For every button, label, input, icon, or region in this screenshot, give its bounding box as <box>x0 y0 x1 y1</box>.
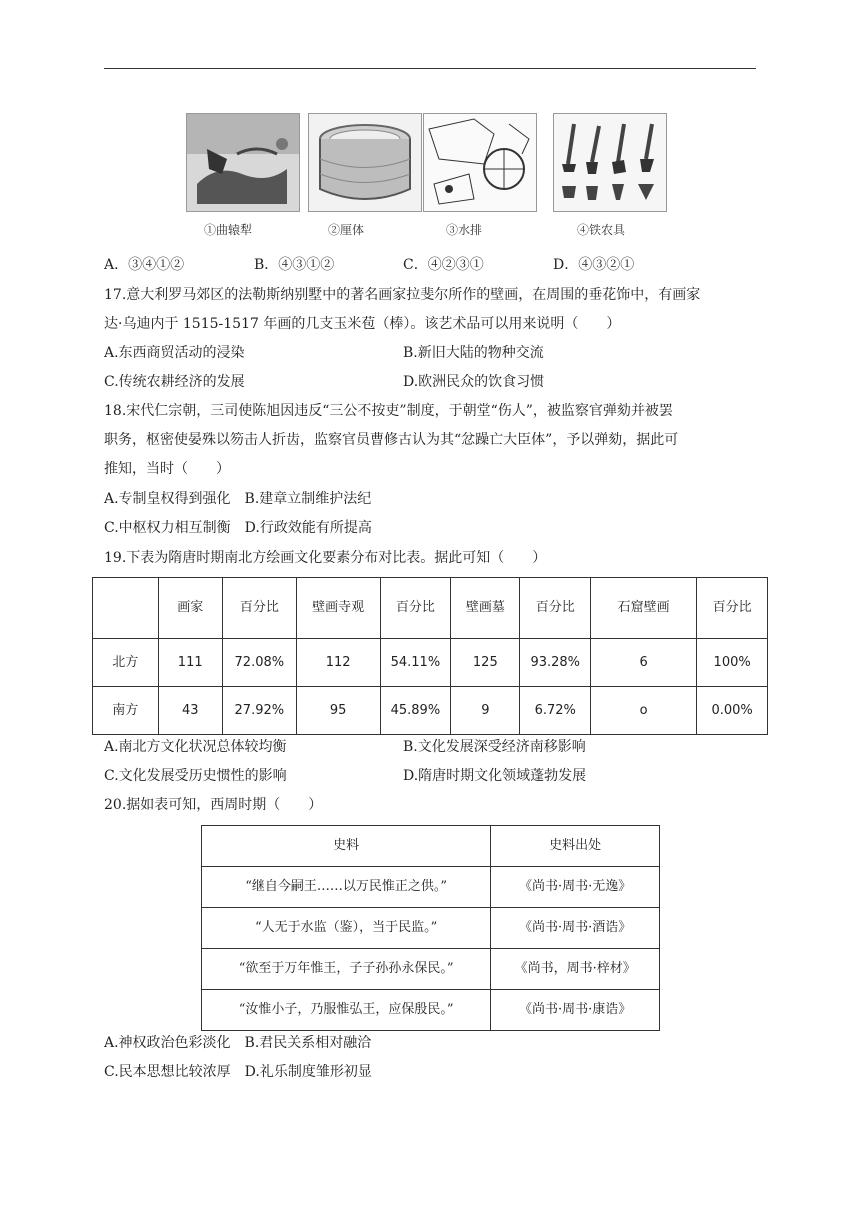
q16-option-c: C．④②③① <box>403 257 484 273</box>
table-header-cell: 石窟壁画 <box>591 578 697 639</box>
table-header-row <box>202 826 660 867</box>
table-cell: 93.28% <box>520 639 591 687</box>
q20-stem: 20.据如表可知，西周时期（ ） <box>104 797 323 813</box>
q19-stem: 19.下表为隋唐时期南北方绘画文化要素分布对比表。据此可知（ ） <box>104 550 547 566</box>
q17-option-c: C.传统农耕经济的发展 <box>104 374 245 390</box>
table-row <box>93 639 768 687</box>
q17-stem-line-1: 17.意大利罗马郊区的法勒斯纳别墅中的著名画家拉斐尔所作的壁画，在周围的垂花饰中，有画家 <box>104 287 701 303</box>
q19-table <box>92 577 768 735</box>
table-header-cell <box>93 578 159 639</box>
figure-caption-4: ④铁农具 <box>577 223 626 237</box>
q18-options-line-1: A.专制皇权得到强化 B.建章立制维护法纪 <box>104 491 372 507</box>
q17-option-d: D.欧洲民众的饮食习惯 <box>403 374 545 390</box>
table-cell: 6.72% <box>520 687 591 735</box>
table-cell: 95 <box>296 687 380 735</box>
table-header-cell: 百分比 <box>520 578 591 639</box>
table-header-cell: 史料出处 <box>491 826 660 867</box>
table-cell: 9 <box>451 687 520 735</box>
q18-stem-line-1: 18.宋代仁宗朝，三司使陈旭因违反“三公不按吏”制度，于朝堂“伤人”，被监察官弹劾并被罢 <box>104 403 673 419</box>
table-row <box>202 990 660 1031</box>
table-cell: 100% <box>697 639 768 687</box>
table-header-cell: 壁画寺观 <box>296 578 380 639</box>
q18-stem-line-3: 推知，当时（ ） <box>104 461 230 477</box>
table-row <box>202 867 660 908</box>
table-header-cell: 百分比 <box>222 578 296 639</box>
well-ring-image <box>308 113 422 212</box>
table-cell: 北方 <box>93 639 159 687</box>
table-header-cell: 百分比 <box>697 578 768 639</box>
q19-option-a: A.南北方文化状况总体较均衡 <box>104 739 287 755</box>
table-cell: o <box>591 687 697 735</box>
table-row <box>93 687 768 735</box>
q16-option-b: B．④③①② <box>254 257 335 273</box>
q19-option-b: B.文化发展深受经济南移影响 <box>403 739 586 755</box>
table-cell: 27.92% <box>222 687 296 735</box>
table-header-cell: 画家 <box>158 578 222 639</box>
q20-options-line-1: A.神权政治色彩淡化 B.君民关系相对融洽 <box>104 1035 372 1051</box>
table-header-cell: 百分比 <box>380 578 451 639</box>
q17-option-a: A.东西商贸活动的浸染 <box>104 345 245 361</box>
figure-caption-2: ②厘体 <box>328 223 365 237</box>
table-cell: “汝惟小子，乃服惟弘王，应保殷民。” <box>202 990 491 1031</box>
water-bellows-image <box>423 113 537 212</box>
header-rule <box>104 68 756 69</box>
table-header-cell: 史料 <box>202 826 491 867</box>
table-cell: 45.89% <box>380 687 451 735</box>
table-cell: 125 <box>451 639 520 687</box>
figure-caption-1: ①曲辕犁 <box>204 223 253 237</box>
q19-option-c: C.文化发展受历史惯性的影响 <box>104 768 287 784</box>
q19-option-d: D.隋唐时期文化领域蓬勃发展 <box>403 768 587 784</box>
q16-option-d: D．④③②① <box>553 257 635 273</box>
q16-option-a: A．③④①② <box>104 257 185 273</box>
table-cell: 《尚书·周书·酒诰》 <box>491 908 660 949</box>
table-cell: “继自今嗣王……以万民惟正之供。” <box>202 867 491 908</box>
q18-options-line-2: C.中枢权力相互制衡 D.行政效能有所提高 <box>104 520 372 536</box>
table-row <box>202 949 660 990</box>
table-cell: 6 <box>591 639 697 687</box>
figure-caption-3: ③水排 <box>446 223 483 237</box>
table-cell: 43 <box>158 687 222 735</box>
table-header-cell: 壁画墓 <box>451 578 520 639</box>
table-row <box>202 908 660 949</box>
table-header-row <box>93 578 768 639</box>
table-cell: 《尚书·周书·无逸》 <box>491 867 660 908</box>
table-cell: 112 <box>296 639 380 687</box>
table-cell: 南方 <box>93 687 159 735</box>
table-cell: 0.00% <box>697 687 768 735</box>
table-cell: “人无于水监（鉴），当于民监。” <box>202 908 491 949</box>
q17-stem-line-2: 达·乌迪内于 1515-1517 年画的几支玉米苞（棒）。该艺术品可以用来说明（ ） <box>104 316 621 332</box>
table-cell: 《尚书·周书·康诰》 <box>491 990 660 1031</box>
table-cell: 54.11% <box>380 639 451 687</box>
iron-tools-image <box>553 113 667 212</box>
table-cell: “欲至于万年惟王，子子孙孙永保民。” <box>202 949 491 990</box>
table-cell: 72.08% <box>222 639 296 687</box>
q20-options-line-2: C.民本思想比较浓厚 D.礼乐制度雏形初显 <box>104 1064 372 1080</box>
q17-option-b: B.新旧大陆的物种交流 <box>403 345 544 361</box>
q18-stem-line-2: 职务，枢密使晏殊以笏击人折齿，监察官员曹修古认为其“忿躁亡大臣体”，予以弹劾，据此可 <box>104 432 679 448</box>
q20-table <box>201 825 660 1031</box>
plow-mural-image <box>186 113 300 212</box>
table-cell: 111 <box>158 639 222 687</box>
table-cell: 《尚书，周书·梓材》 <box>491 949 660 990</box>
